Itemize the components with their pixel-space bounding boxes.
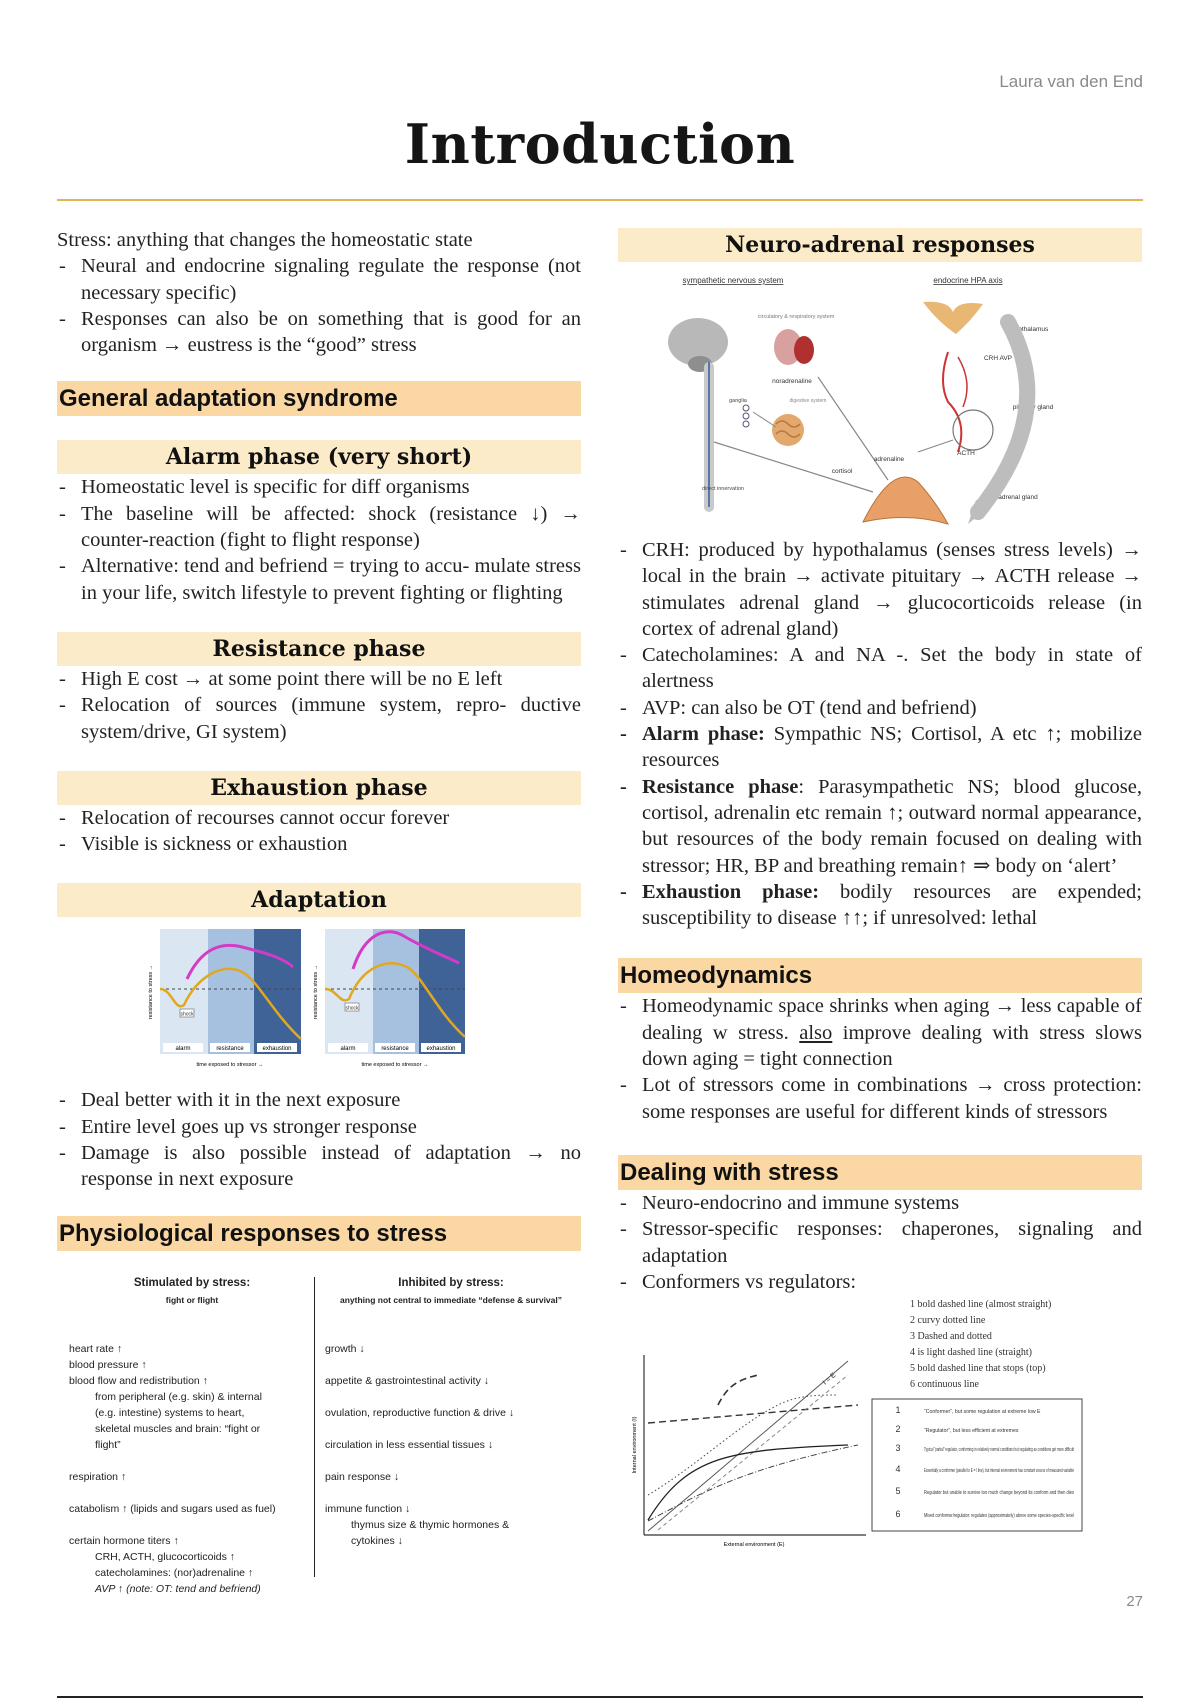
footer-divider bbox=[57, 1696, 1143, 1698]
list-item: - Entire level goes up vs stronger response bbox=[57, 1114, 581, 1140]
feedback-arrow bbox=[978, 322, 1027, 512]
list-item bbox=[618, 1072, 1142, 1125]
phase-label: alarm bbox=[340, 1046, 356, 1053]
key-description: “Regulator”, but less efficient at extremes bbox=[924, 1428, 1019, 1435]
page-title: Introduction bbox=[404, 112, 796, 176]
table-cell: CRH, ACTH, glucocorticoids ↑ bbox=[95, 1550, 236, 1563]
bullet-text: CRH: produced by hypothalamus (senses stress levels) → local in the brain → activate pituitary → ACTH release → stimulates adrenal gland → glucocorticoids release (in cortex of adrenal gland) bbox=[642, 539, 1142, 640]
x-axis-label: time exposed to stressor → bbox=[361, 1062, 429, 1069]
table-cell: from peripheral (e.g. skin) & internal bbox=[95, 1390, 262, 1403]
conformer-graph bbox=[632, 1355, 866, 1548]
intro-bullets bbox=[57, 253, 581, 358]
bullet-text: bodily resources are expended; susceptibility to disease ↑↑; if unresolved: lethal bbox=[642, 880, 1142, 930]
y-axis-label: resistance to stress → bbox=[313, 965, 319, 1020]
key-number: 2 bbox=[895, 1424, 901, 1435]
neuro-adrenal-figure bbox=[618, 262, 1142, 537]
table-cell: certain hormone titers ↑ bbox=[69, 1534, 179, 1547]
adaptation-figure bbox=[57, 917, 581, 1087]
pituitary-label: pituitary gland bbox=[1012, 404, 1054, 411]
list-item bbox=[618, 695, 1142, 721]
list-item: - Damage is also possible instead of adaptation → no response in next exposure bbox=[57, 1140, 581, 1193]
table-cell: appetite & gastrointestinal activity ↓ bbox=[325, 1374, 490, 1387]
table-cell: pain response ↓ bbox=[325, 1470, 400, 1483]
section-heading-neuro: Neuro-adrenal responses bbox=[618, 228, 1142, 262]
subsection-heading-exhaustion: Exhaustion phase bbox=[57, 771, 581, 805]
adaptation-bullets bbox=[57, 1087, 581, 1192]
adrenal-gland-label: adrenal gland bbox=[998, 494, 1038, 501]
table-cell: growth ↓ bbox=[325, 1342, 365, 1355]
key-description: Essentially a conformer (parallel to E = I line), but internal environment has constant excess of measured variable bbox=[924, 1468, 1075, 1475]
legend-line: 3 Dashed and dotted bbox=[910, 1331, 992, 1343]
bullet-text: Catecholamines: A and NA -. Set the body in state of alertness bbox=[642, 644, 1142, 693]
digestive-label: digestive system bbox=[789, 398, 827, 404]
x-axis-label: External environment (E) bbox=[723, 1542, 785, 1549]
list-item: - Responses can also be on something that is good for an organism → eustress is the “good” stress bbox=[57, 306, 581, 359]
legend-line: 2 curvy dotted line bbox=[910, 1315, 986, 1327]
adaptation-panel-1 bbox=[148, 929, 301, 1068]
legend-line: 1 bold dashed line (almost straight) bbox=[910, 1299, 1052, 1311]
key-description: Typical “partial” regulator, conforming in relatively normal conditions but regulating as conditions get more difficult bbox=[924, 1447, 1075, 1454]
list-item: - Deal better with it in the next exposure bbox=[57, 1087, 581, 1113]
list-item bbox=[618, 642, 1142, 695]
key-description: Regulator but unable to survive too much change beyond its conform and then dies bbox=[924, 1490, 1075, 1497]
section-heading-homeodynamics: Homeodynamics bbox=[618, 958, 1142, 993]
table-cell: circulation in less essential tissues ↓ bbox=[325, 1438, 494, 1451]
subsection-heading-alarm: Alarm phase (very short) bbox=[57, 440, 581, 474]
table-cell: immune function ↓ bbox=[325, 1502, 411, 1515]
list-item bbox=[618, 537, 1142, 642]
dealing-bullets bbox=[618, 1190, 1142, 1295]
legend-line: 5 bold dashed line that stops (top) bbox=[910, 1363, 1046, 1375]
list-item: - The baseline will be affected: shock (resistance ↓) → counter-reaction (fight to flight response) bbox=[57, 501, 581, 554]
legend-line: 6 continuous line bbox=[910, 1379, 979, 1391]
bullet-text: AVP: can also be OT (tend and befriend) bbox=[642, 696, 977, 719]
conformer-regulator-figure bbox=[618, 1295, 1142, 1550]
phase-label: alarm bbox=[175, 1046, 191, 1053]
shock-label: shock bbox=[345, 1005, 359, 1012]
section-heading-dealing: Dealing with stress bbox=[618, 1155, 1142, 1190]
adrenal-gland-icon bbox=[863, 477, 948, 524]
hypothalamus-icon bbox=[923, 302, 983, 334]
bullet-text: Sympathic NS; Cortisol, A etc ↑; mobilize resources bbox=[642, 723, 1143, 772]
stimulated-subheader: fight or flight bbox=[165, 1294, 219, 1305]
list-item: - Neural and endocrine signaling regulate the response (not necessary specific) bbox=[57, 253, 581, 306]
title-divider bbox=[57, 199, 1143, 201]
key-number: 4 bbox=[895, 1464, 901, 1475]
key-number: 6 bbox=[895, 1509, 901, 1520]
circulatory-label: circulatory & respiratory system bbox=[757, 314, 835, 320]
sns-label: sympathetic nervous system bbox=[682, 276, 784, 285]
neuro-bullets bbox=[618, 537, 1142, 931]
bullet-text: Lot of stressors come in combinations → cross protection: some responses are useful for different kinds of stressors bbox=[642, 1074, 1142, 1123]
inhibited-subheader: anything not central to immediate “defense & survival” bbox=[340, 1294, 562, 1305]
list-item: - Stressor-specific responses: chaperones, signaling and adaptation bbox=[618, 1216, 1142, 1269]
key-number: 1 bbox=[895, 1405, 901, 1416]
page-number: 27 bbox=[1126, 1593, 1143, 1610]
pituitary-icon bbox=[943, 352, 993, 452]
intro-definition: Stress: anything that changes the homeostatic state bbox=[57, 229, 473, 251]
ganglia-label: ganglia bbox=[729, 398, 747, 404]
list-item: - Relocation of recourses cannot occur forever bbox=[57, 805, 581, 831]
table-cell: thymus size & thymic hormones & bbox=[351, 1518, 510, 1531]
table-cell: ovulation, reproductive function & drive ↓ bbox=[325, 1406, 515, 1419]
acth-label: ACTH bbox=[957, 450, 975, 457]
alarm-bullets bbox=[57, 474, 581, 605]
bullet-text: : Parasympathetic NS; blood glucose, cortisol, adrenalin etc remain ↑; outward normal appearance, but resources of the body remain focused on dealing with stressor; HR, BP and breathing remain↑ ⇒ body on ‘alert’ bbox=[642, 775, 1142, 877]
list-item bbox=[618, 774, 1142, 879]
key-description: Mixed conformer/regulator: regulates (approximately) above some species-specific level bbox=[924, 1513, 1074, 1520]
crh-avp-label: CRH AVP bbox=[983, 355, 1013, 362]
identity-line-label: I = E bbox=[821, 1371, 838, 1387]
hypothalamus-label: hypothalamus bbox=[1007, 326, 1049, 333]
y-axis-label: Internal environment (I) bbox=[632, 1416, 638, 1474]
subsection-heading-resistance: Resistance phase bbox=[57, 632, 581, 666]
table-cell: catecholamines: (nor)adrenaline ↑ bbox=[95, 1566, 254, 1579]
physio-table bbox=[57, 1255, 581, 1595]
curve-legend bbox=[910, 1299, 1051, 1390]
list-item: - Conformers vs regulators: bbox=[618, 1269, 1142, 1295]
key-number: 5 bbox=[895, 1486, 901, 1497]
section-heading-physio: Physiological responses to stress bbox=[57, 1216, 581, 1251]
subsection-heading-adaptation: Adaptation bbox=[57, 883, 581, 917]
bullet-text: Homeodynamic space shrinks when aging → less capable of dealing w stress. bbox=[642, 995, 1142, 1044]
bold-term: Alarm phase: bbox=[642, 723, 765, 746]
hpa-label: endocrine HPA axis bbox=[933, 276, 1003, 285]
ganglia-icon bbox=[743, 405, 749, 427]
adrenaline-label: adrenaline bbox=[873, 456, 905, 463]
author-name: Laura van den End bbox=[999, 72, 1143, 91]
shock-label: shock bbox=[180, 1011, 194, 1018]
homeo-bullets bbox=[618, 993, 1142, 1124]
phase-label: exhaustion bbox=[426, 1046, 456, 1053]
list-item: - Relocation of sources (immune system, repro- ductive system/drive, GI system) bbox=[57, 692, 581, 745]
table-cell: heart rate ↑ bbox=[69, 1342, 123, 1355]
conformer-key-table bbox=[872, 1399, 1082, 1531]
list-item: - Visible is sickness or exhaustion bbox=[57, 831, 581, 857]
table-cell: AVP ↑ (note: OT: tend and befriend) bbox=[95, 1582, 261, 1595]
exhaustion-bullets bbox=[57, 805, 581, 858]
table-cell: flight” bbox=[95, 1438, 121, 1451]
list-item: - Homeostatic level is specific for diff organisms bbox=[57, 474, 581, 500]
table-divider bbox=[314, 1277, 315, 1577]
key-number: 3 bbox=[895, 1443, 901, 1454]
section-heading-gas: General adaptation syndrome bbox=[57, 381, 581, 416]
table-cell: blood pressure ↑ bbox=[69, 1358, 147, 1371]
list-item bbox=[618, 879, 1142, 932]
table-cell: respiration ↑ bbox=[69, 1470, 127, 1483]
list-item: - High E cost → at some point there will be no E left bbox=[57, 666, 581, 692]
stimulated-list bbox=[69, 1341, 276, 1597]
bold-term: Exhaustion phase: bbox=[642, 880, 820, 903]
table-cell: (e.g. intestine) systems to heart, bbox=[95, 1406, 245, 1419]
inhibited-list bbox=[325, 1341, 514, 1549]
table-cell: catabolism ↑ (lipids and sugars used as fuel) bbox=[69, 1502, 276, 1515]
left-column bbox=[57, 224, 581, 1595]
inhibited-header: Inhibited by stress: bbox=[398, 1276, 504, 1289]
bullet-text: improve dealing with stress slows down aging = tight connection bbox=[642, 1021, 1142, 1071]
key-description: “Conformer”, but some regulation at extreme low E bbox=[924, 1409, 1041, 1416]
phase-label: exhaustion bbox=[262, 1046, 292, 1053]
intestine-icon bbox=[772, 414, 804, 446]
table-cell: blood flow and redistribution ↑ bbox=[69, 1374, 208, 1387]
phase-label: resistance bbox=[381, 1046, 409, 1053]
direct-innervation-label: direct innervation bbox=[702, 486, 744, 492]
cortisol-label: cortisol bbox=[831, 468, 853, 475]
y-axis-label: resistance to stress → bbox=[148, 965, 154, 1020]
phase-label: resistance bbox=[216, 1046, 244, 1053]
legend-line: 4 is light dashed line (straight) bbox=[910, 1347, 1032, 1359]
list-item: - Alternative: tend and befriend = trying to accu- mulate stress in your life, switch lifestyle to prevent fighting or flighting bbox=[57, 553, 581, 606]
underlined-term: also bbox=[799, 1021, 833, 1044]
list-item bbox=[618, 993, 1142, 1072]
x-axis-label: time exposed to stressor → bbox=[196, 1062, 264, 1069]
table-cell: cytokines ↓ bbox=[351, 1534, 403, 1547]
list-item: - Neuro-endocrino and immune systems bbox=[618, 1190, 1142, 1216]
stimulated-header: Stimulated by stress: bbox=[133, 1276, 251, 1289]
bold-term: Resistance phase bbox=[642, 775, 799, 798]
heart-lungs-icon bbox=[774, 329, 814, 365]
right-column bbox=[618, 224, 1142, 1550]
brain-spine-icon bbox=[668, 318, 728, 512]
table-cell: skeletal muscles and brain: “fight or bbox=[95, 1422, 261, 1435]
adaptation-panel-2 bbox=[313, 929, 465, 1068]
noradrenaline-label: noradrenaline bbox=[772, 378, 812, 385]
list-item bbox=[618, 721, 1142, 774]
resistance-bullets bbox=[57, 666, 581, 745]
